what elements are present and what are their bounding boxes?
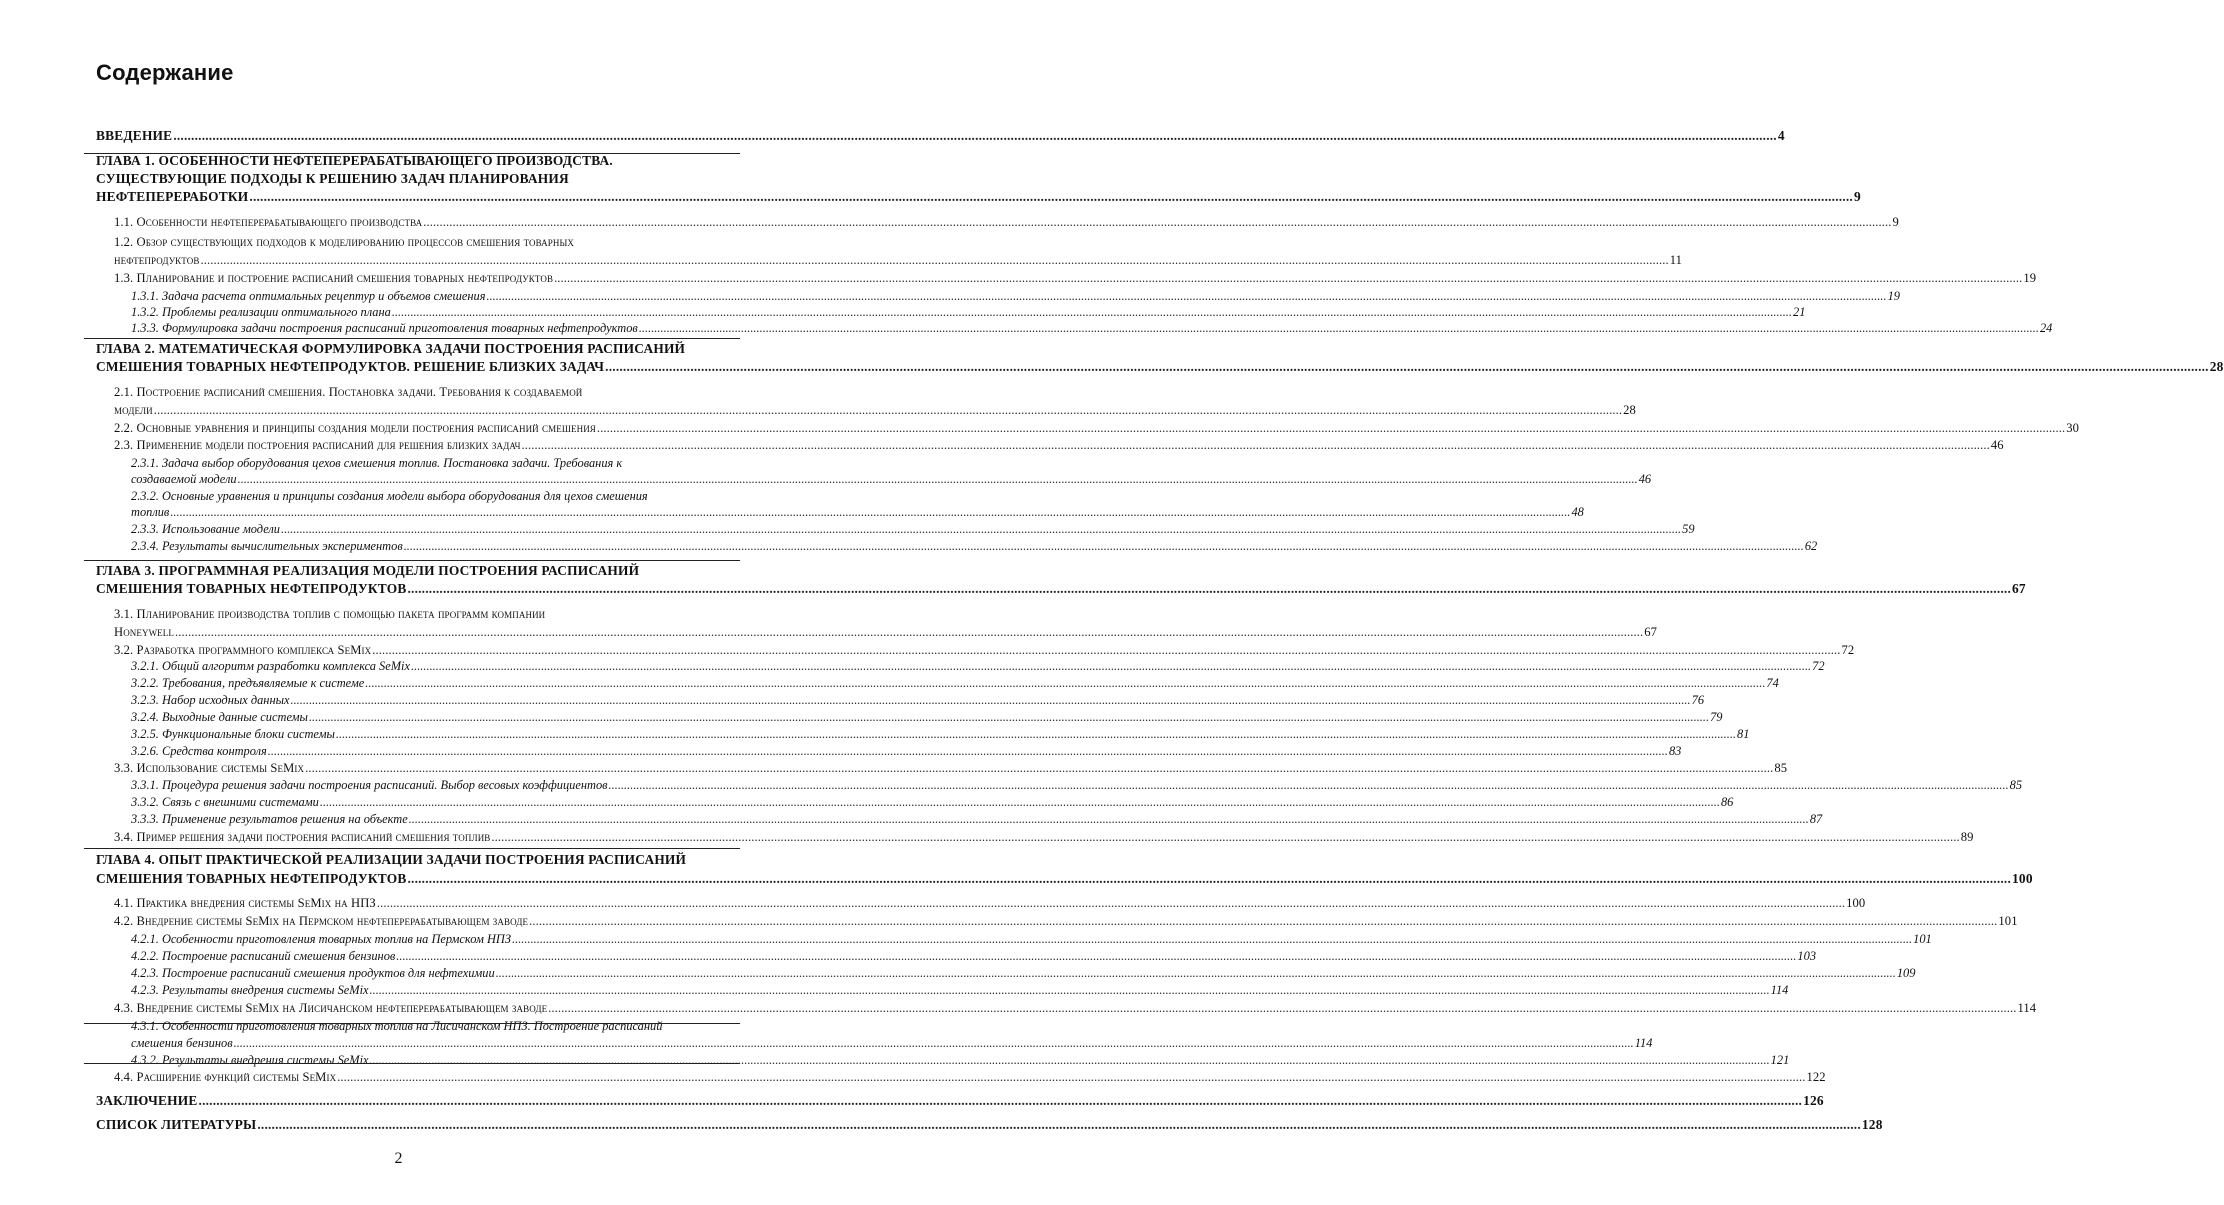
toc-dot-leader [199,1093,1803,1109]
toc-entry-title: 1.3.1. Задача расчета оптимальных рецептур и объемов смешения [131,289,486,303]
toc-dot-leader [409,811,1809,827]
toc-entry [131,320,2053,336]
toc-dot-leader [320,794,1720,810]
toc-entry-page: 67 [2012,581,2026,596]
toc-entry [96,871,2033,887]
toc-entry [131,1035,1653,1051]
toc-dot-leader [290,692,1690,708]
toc-entry [131,811,1823,827]
toc-entry-page: 11 [1669,253,1683,267]
toc-entry-title: 3.2.4. Выходные данные системы [131,710,308,724]
toc-entry-title: 4.3.2. Результаты внедрения системы SeMix [131,1053,369,1067]
toc-dot-leader [337,1069,1805,1085]
toc-entry [114,1000,2037,1016]
toc-entry [114,642,1855,658]
toc-entry-page: 85 [1774,761,1788,775]
toc-entry [96,341,740,357]
toc-entry-page: 9 [1892,215,1899,229]
toc-entry-page: 28 [1623,403,1636,417]
toc-dot-leader [173,128,1777,144]
toc-entry-title: создаваемой модели [131,472,237,486]
toc-entry [114,606,740,622]
toc-entry [131,521,1695,537]
toc-entry-page: 86 [1720,795,1734,809]
toc-entry [114,420,2079,436]
toc-entry [131,658,1825,674]
toc-entry-title: 4.3.1. Особенности приготовления товарных топлив на Лисичанском НПЗ. Построение расписаний [131,1019,663,1033]
toc-dot-leader [370,1052,1770,1068]
toc-entry-page: 114 [1634,1036,1653,1050]
toc-entry [114,402,1636,418]
toc-entry-page: 72 [1812,659,1825,673]
toc-entry-title: 4.2.3. Результаты внедрения системы SeMix [131,983,369,997]
toc-entry-title: СМЕШЕНИЯ ТОВАРНЫХ НЕФТЕПРОДУКТОВ. РЕШЕНИЕ БЛИЗКИХ ЗАДАЧ [96,359,605,374]
toc-entry [131,726,1750,742]
toc-entry-page: 100 [2012,871,2033,886]
toc-entry-page: 114 [2017,1001,2037,1015]
toc-entry-title: 1.1. Особенности нефтеперерабатывающего производства [114,215,423,229]
toc-entry-page: 114 [1770,983,1789,997]
toc-dot-leader [396,948,1796,964]
toc-entry-title: 3.3. Использование системы SeMix [114,761,305,775]
toc-dot-leader [512,931,1912,947]
toc-entry-title: 3.2.1. Общий алгоритм разработки комплекса SeMix [131,659,410,673]
toc-dot-leader [486,288,1886,304]
toc-entry-title: модели [114,403,153,417]
toc-entry [96,171,740,187]
toc-entry-page: 87 [1809,812,1823,826]
toc-dot-leader [407,581,2011,597]
toc-entry [131,304,1806,320]
toc-entry-title: 3.2.5. Функциональные блоки системы [131,727,335,741]
toc-entry [131,931,1932,947]
toc-entry-title: ГЛАВА 3. ПРОГРАММНАЯ РЕАЛИЗАЦИЯ МОДЕЛИ ПОСТРОЕНИЯ РАСПИСАНИЙ [96,563,640,578]
toc-entry-title: 2.3.1. Задача выбор оборудования цехов смешения топлив. Постановка задачи. Требования к [131,456,623,470]
toc-entry-page: 122 [1806,1070,1826,1084]
toc-dot-leader [392,304,1792,320]
toc-entry-title: 3.3.3. Применение результатов решения на объекте [131,812,408,826]
toc-entry-page: 46 [1638,472,1652,486]
separator-line [84,1063,740,1064]
toc-dot-leader [639,320,2039,336]
toc-dot-leader [404,538,1804,554]
toc-entry-page: 100 [1846,896,1866,910]
toc-dot-leader [605,359,2209,375]
toc-entry [96,852,740,868]
toc-entry-title: НЕФТЕПЕРЕРАБОТКИ [96,189,249,204]
toc-dot-leader [305,760,1773,776]
toc-entry-page: 59 [1682,522,1695,536]
toc-entry-page: 79 [1710,710,1723,724]
toc-dot-leader [234,1035,1634,1051]
toc-entry-page: 48 [1571,505,1584,519]
toc-entry-title: 1.3. Планирование и построение расписаний смешения товарных нефтепродуктов [114,271,554,285]
toc-dot-leader [370,982,1770,998]
toc-entry-page: 46 [1990,438,2004,452]
separator-line [84,153,740,154]
toc-entry-page: 19 [1887,289,1900,303]
toc-entry-title: СМЕШЕНИЯ ТОВАРНЫХ НЕФТЕПРОДУКТОВ [96,871,407,886]
toc-entry [96,153,740,169]
toc-entry [114,234,740,250]
toc-dot-leader [249,189,1853,205]
page-number: 2 [394,1150,403,1167]
toc-dot-leader [423,214,1891,230]
toc-entry-title: 4.2. Внедрение системы SeMix на Пермском нефтеперерабатывающем заводе [114,914,529,928]
toc-entry-page: 76 [1691,693,1705,707]
toc-entry-page: 81 [1737,727,1750,741]
toc-entry-title: 2.3.3. Использование модели [131,522,280,536]
toc-dot-leader [365,675,1765,691]
toc-entry-title: 2.3.2. Основные уравнения и принципы создания модели выбора оборудования для цехов смешения [131,489,648,503]
toc-dot-leader [491,829,1959,845]
toc-entry [131,488,740,504]
toc-entry-title: 2.2. Основные уравнения и принципы создания модели построения расписаний смешения [114,421,596,435]
toc-entry-title: 2.3. Применение модели построения расписаний для решения близких задач [114,438,521,452]
toc-entry-page: 101 [1913,932,1932,946]
toc-entry-title: Honeywell [114,625,174,639]
toc-entry-title: 4.2.1. Особенности приготовления товарных топлив на Пермском НПЗ [131,932,511,946]
toc-entry-page: 89 [1960,830,1974,844]
toc-entry-page: 9 [1853,189,1861,204]
toc-entry [114,829,1974,845]
toc-entry-page: 28 [2209,359,2224,374]
toc-entry [131,743,1682,759]
toc-dot-leader [377,895,1845,911]
toc-entry-title: СУЩЕСТВУЮЩИЕ ПОДХОДЫ К РЕШЕНИЮ ЗАДАЧ ПЛАНИРОВАНИЯ [96,171,569,186]
toc-dot-leader [336,726,1736,742]
toc-entry [114,214,1899,230]
toc-dot-leader [200,252,1668,268]
toc-entry [96,1117,1883,1133]
separator-line [84,848,740,849]
toc-entry [96,1093,1824,1109]
toc-entry [114,760,1788,776]
toc-entry-page: 121 [1770,1053,1790,1067]
toc-entry-title: СПИСОК ЛИТЕРАТУРЫ [96,1117,257,1132]
toc-entry-page: 101 [1998,914,2018,928]
toc-dot-leader [609,777,2009,793]
toc-entry-title: 4.2.2. Построение расписаний смешения бензинов [131,949,396,963]
toc-entry-page: 24 [2039,321,2053,335]
toc-entry-title: 4.3. Внедрение системы SeMix на Лисичанском нефтеперерабатывающем заводе [114,1001,548,1015]
toc-entry-page: 85 [2009,778,2023,792]
toc-entry-page: 62 [1804,539,1818,553]
toc-entry-page: 103 [1797,949,1817,963]
toc-dot-leader [529,913,1997,929]
toc-dot-leader [597,420,2065,436]
toc-entry [131,948,1817,964]
toc-entry-title: 4.4. Расширение функций системы SeMix [114,1070,337,1084]
toc-entry [114,1069,1826,1085]
toc-entry-page: 19 [2023,271,2037,285]
toc-entry-page: 30 [2066,421,2079,435]
toc-dot-leader [372,642,1840,658]
toc-entry-title: 4.1. Практика внедрения системы SeMix на НПЗ [114,896,376,910]
toc-entry [96,563,740,579]
toc-entry-title: ЗАКЛЮЧЕНИЕ [96,1093,198,1108]
toc-entry-title: 1.3.3. Формулировка задачи построения расписаний приготовления товарных нефтепродуктов [131,321,638,335]
toc-entry-title: 4.2.3. Построение расписаний смешения продуктов для нефтехимии [131,966,495,980]
toc-entry [114,384,740,400]
toc-entry-title: 2.3.4. Результаты вычислительных экспериментов [131,539,403,553]
toc-entry-page: 4 [1777,128,1785,143]
toc-entry [114,270,2037,286]
toc-dot-leader [257,1117,1861,1133]
toc-dot-leader [554,270,2022,286]
toc-entry-page: 109 [1896,966,1916,980]
separator-line [84,1023,740,1024]
toc-dot-leader [238,471,1638,487]
toc-entry [114,624,1658,640]
toc-dot-leader [154,402,1622,418]
separator-line [84,338,740,339]
toc-dot-leader [170,504,1570,520]
toc-entry-page: 126 [1803,1093,1824,1108]
toc-entry-page: 21 [1793,305,1806,319]
toc-entry-title: 3.2.6. Средства контроля [131,744,267,758]
toc-entry-page: 67 [1644,625,1658,639]
toc-dot-leader [281,521,1681,537]
toc-entry-page: 74 [1766,676,1779,690]
toc-entry-title: смешения бензинов [131,1036,233,1050]
toc-dot-leader [309,709,1709,725]
toc-entry [131,288,1900,304]
toc-entry [114,252,1683,268]
separator-line [84,560,740,561]
toc-entry [131,709,1723,725]
toc-entry-title: топлив [131,505,170,519]
toc-dot-leader [411,658,1811,674]
toc-dot-leader [175,624,1643,640]
toc-entry [131,777,2023,793]
toc-entry-title: 3.4. Пример решения задачи построения расписаний смешения топлив [114,830,491,844]
toc-entry-title: ГЛАВА 1. ОСОБЕННОСТИ НЕФТЕПЕРЕРАБАТЫВАЮЩЕГО ПРОИЗВОДСТВА. [96,153,613,168]
toc-entry [131,455,740,471]
toc-entry [96,189,1861,205]
toc-entry-page: 72 [1841,643,1855,657]
toc-entry-title: 3.3.1. Процедура решения задачи построения расписаний. Выбор весовых коэффициентов [131,778,608,792]
toc-entry-title: 1.3.2. Проблемы реализации оптимального плана [131,305,391,319]
toc-entry [131,794,1734,810]
toc-entry [131,538,1818,554]
page-title: Содержание [96,60,234,85]
toc-entry [131,504,1584,520]
toc-entry-title: 3.3.2. Связь с внешними системами [131,795,319,809]
toc-dot-leader [268,743,1668,759]
toc-entry-title: 1.2. Обзор существующих подходов к моделированию процессов смешения товарных [114,235,575,249]
toc-entry [96,581,2026,597]
toc-entry [114,437,2004,453]
toc-entry-title: нефтепродуктов [114,253,200,267]
toc-entry [114,895,1866,911]
toc-entry [131,1018,740,1034]
toc-dot-leader [548,1000,2016,1016]
toc-entry [131,675,1779,691]
toc-entry [131,1052,1790,1068]
toc-entry-title: ГЛАВА 4. ОПЫТ ПРАКТИЧЕСКОЙ РЕАЛИЗАЦИИ ЗАДАЧИ ПОСТРОЕНИЯ РАСПИСАНИЙ [96,852,687,867]
toc-entry-page: 128 [1861,1117,1883,1132]
toc-entry-title: ГЛАВА 2. МАТЕМАТИЧЕСКАЯ ФОРМУЛИРОВКА ЗАДАЧИ ПОСТРОЕНИЯ РАСПИСАНИЙ [96,341,686,356]
toc-entry-title: 3.2.2. Требования, предъявляемые к системе [131,676,365,690]
toc-entry [96,359,2224,375]
toc-entry-title: 2.1. Построение расписаний смешения. Постановка задачи. Требования к создаваемой [114,385,583,399]
toc-dot-leader [522,437,1990,453]
toc-entry-page: 83 [1668,744,1682,758]
toc-entry-title: ВВЕДЕНИЕ [96,128,173,143]
toc-dot-leader [496,965,1896,981]
toc-entry [114,913,2018,929]
toc-entry [131,471,1652,487]
toc-entry-title: 3.2. Разработка программного комплекса SeMix [114,643,372,657]
toc-entry-title: СМЕШЕНИЯ ТОВАРНЫХ НЕФТЕПРОДУКТОВ [96,581,407,596]
toc-entry [96,128,1785,144]
toc-entry [131,692,1705,708]
toc-entry-title: 3.1. Планирование производства топлив с помощью пакета программ компании [114,607,546,621]
toc-dot-leader [407,871,2011,887]
toc-entry [131,965,1916,981]
toc-entry-title: 3.2.3. Набор исходных данных [131,693,290,707]
toc-entry [131,982,1789,998]
